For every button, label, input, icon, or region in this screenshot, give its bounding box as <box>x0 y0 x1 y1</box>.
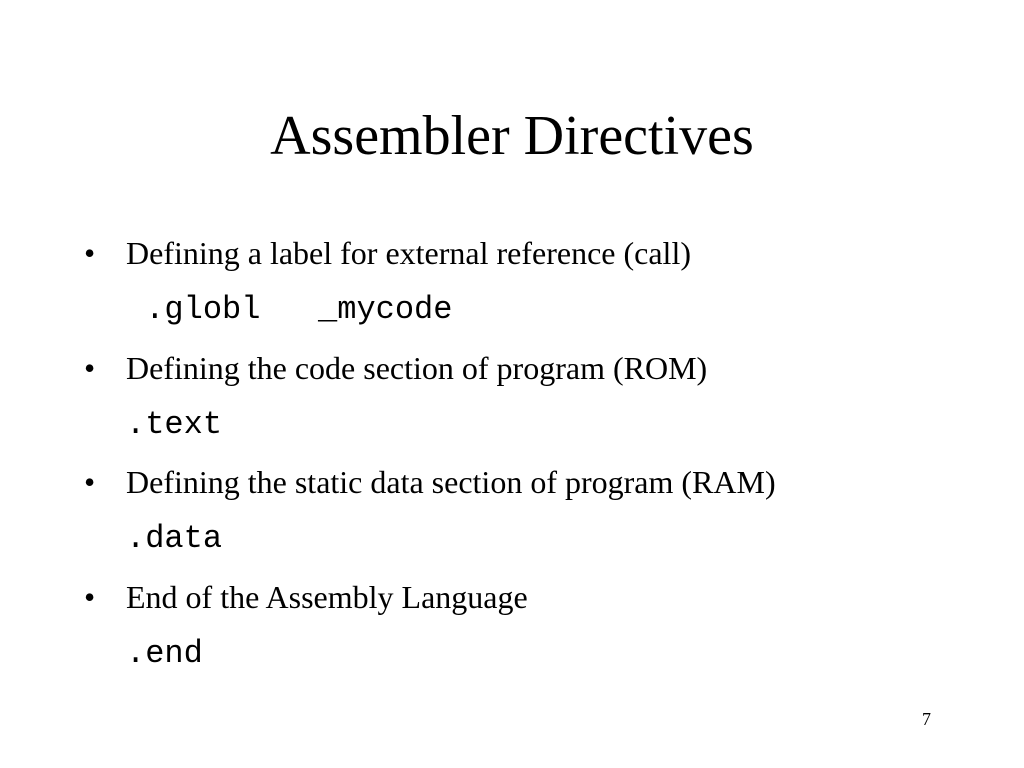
bullet-icon: • <box>84 350 96 386</box>
bullet-item <box>84 233 691 273</box>
bullet-text: Defining the code section of program (ROM) <box>126 350 708 386</box>
code-line: .globl _mycode <box>126 291 453 328</box>
bullet-item <box>84 348 707 388</box>
bullet-icon: • <box>84 579 96 615</box>
code-line: .text <box>126 406 223 443</box>
bullet-text: Defining a label for external reference (call) <box>126 235 691 271</box>
bullet-icon: • <box>84 235 96 271</box>
bullet-item <box>84 577 528 617</box>
slide-title: Assembler Directives <box>270 105 754 167</box>
bullet-text: Defining the static data section of program (RAM) <box>126 464 776 500</box>
bullet-icon: • <box>84 464 96 500</box>
bullet-item <box>84 462 776 502</box>
code-line: .end <box>126 635 203 672</box>
page-number: 7 <box>922 709 931 729</box>
code-line: .data <box>126 520 223 557</box>
bullet-text: End of the Assembly Language <box>126 579 528 615</box>
